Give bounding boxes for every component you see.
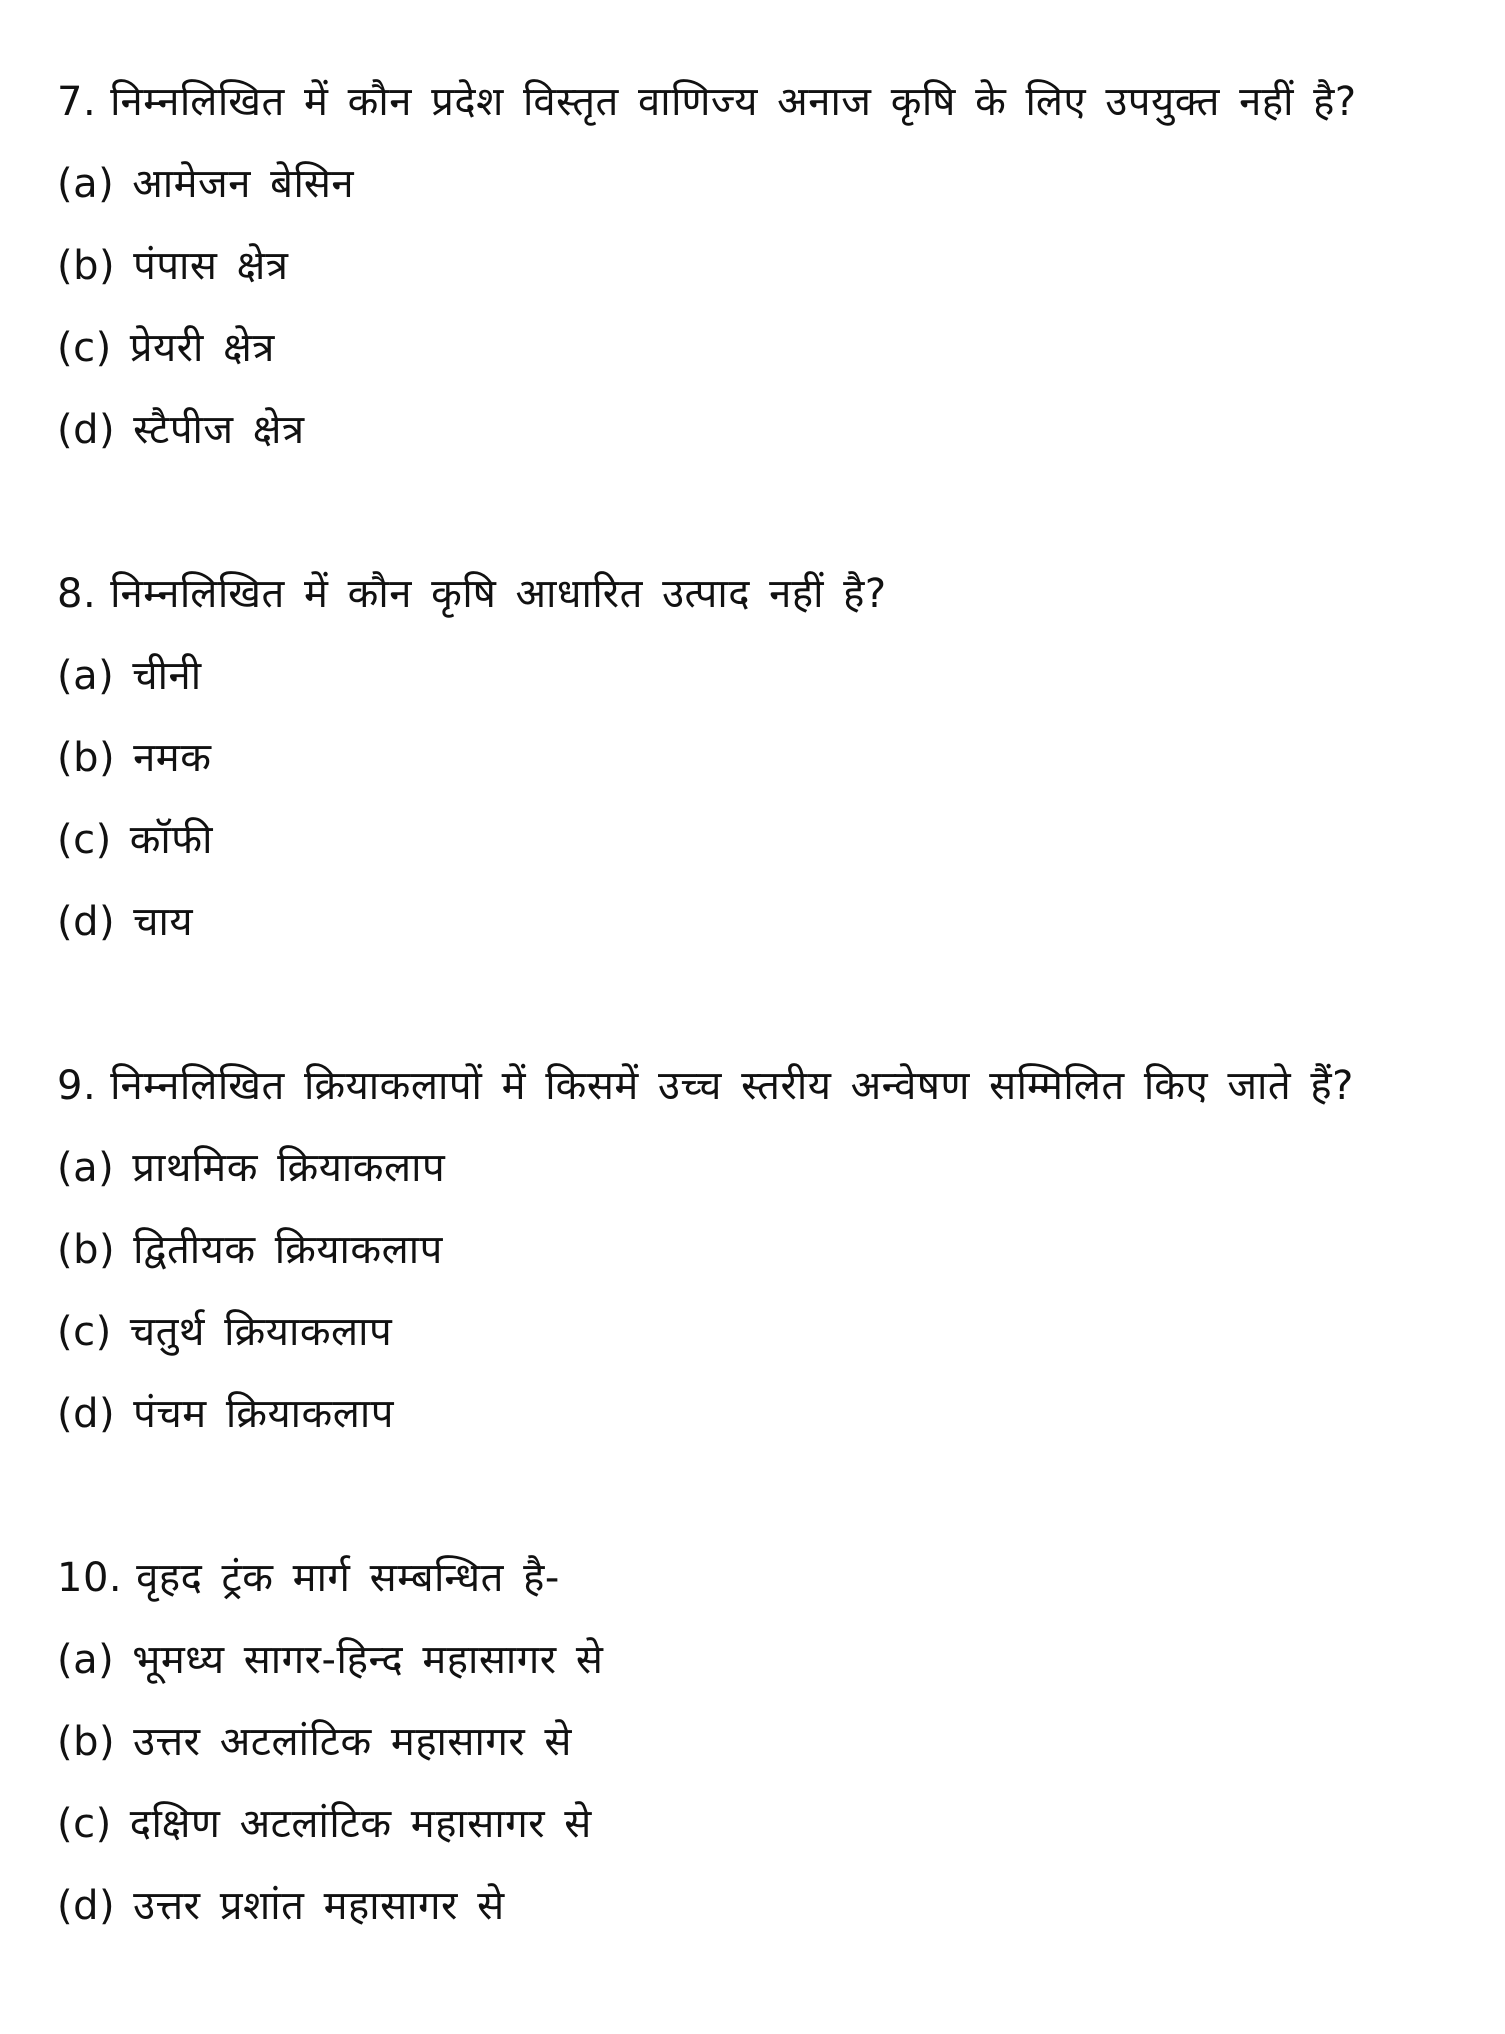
option-label: (d) <box>57 407 116 453</box>
option-text: चाय <box>133 899 194 945</box>
option-text: भूमध्य सागर-हिन्द महासागर से <box>132 1637 604 1683</box>
question-stem <box>57 1045 1477 1127</box>
question-7 <box>57 61 1477 471</box>
question-text: निम्नलिखित में कौन प्रदेश विस्तृत वाणिज्य अनाज कृषि के लिए उपयुक्त नहीं है? <box>110 79 1357 125</box>
option-c <box>57 307 1477 389</box>
option-label: (c) <box>57 325 112 371</box>
option-text: कॉफी <box>129 817 213 863</box>
question-stem <box>57 553 1477 635</box>
option-label: (a) <box>57 653 115 699</box>
question-10 <box>57 1537 1477 1947</box>
option-label: (b) <box>57 735 116 781</box>
option-text: उत्तर अटलांटिक महासागर से <box>133 1719 572 1765</box>
question-stem <box>57 61 1477 143</box>
question-page <box>57 61 1477 2029</box>
question-stem <box>57 1537 1477 1619</box>
option-text: प्रेयरी क्षेत्र <box>129 325 275 371</box>
option-text: पंपास क्षेत्र <box>133 243 289 289</box>
option-label: (d) <box>57 1391 116 1437</box>
option-label: (b) <box>57 1227 116 1273</box>
option-c <box>57 799 1477 881</box>
option-text: चतुर्थ क्रियाकलाप <box>129 1309 393 1355</box>
option-a <box>57 1127 1477 1209</box>
option-d <box>57 389 1477 471</box>
option-text: पंचम क्रियाकलाप <box>133 1391 394 1437</box>
question-number: 10. <box>57 1555 123 1601</box>
option-text: चीनी <box>132 653 202 699</box>
option-text: द्वितीयक क्रियाकलाप <box>133 1227 443 1273</box>
option-b <box>57 1209 1477 1291</box>
option-label: (d) <box>57 1883 116 1929</box>
option-label: (a) <box>57 161 115 207</box>
option-label: (a) <box>57 1145 115 1191</box>
option-text: उत्तर प्रशांत महासागर से <box>133 1883 505 1929</box>
option-c <box>57 1291 1477 1373</box>
option-b <box>57 1701 1477 1783</box>
option-label: (b) <box>57 1719 116 1765</box>
option-b <box>57 717 1477 799</box>
option-label: (a) <box>57 1637 115 1683</box>
question-number: 9. <box>57 1063 97 1109</box>
question-8 <box>57 553 1477 963</box>
option-a <box>57 143 1477 225</box>
option-label: (c) <box>57 1309 112 1355</box>
option-a <box>57 1619 1477 1701</box>
option-d <box>57 881 1477 963</box>
question-text: निम्नलिखित क्रियाकलापों में किसमें उच्च स्तरीय अन्वेषण सम्मिलित किए जाते हैं? <box>110 1063 1354 1109</box>
option-text: दक्षिण अटलांटिक महासागर से <box>129 1801 592 1847</box>
option-a <box>57 635 1477 717</box>
question-9 <box>57 1045 1477 1455</box>
option-d <box>57 1865 1477 1947</box>
option-text: आमेजन बेसिन <box>132 161 355 207</box>
option-text: नमक <box>133 735 212 781</box>
option-label: (d) <box>57 899 116 945</box>
option-c <box>57 1783 1477 1865</box>
option-text: स्टैपीज क्षेत्र <box>133 407 305 453</box>
option-label: (b) <box>57 243 116 289</box>
question-text: निम्नलिखित में कौन कृषि आधारित उत्पाद नहीं है? <box>110 571 887 617</box>
question-number: 7. <box>57 79 97 125</box>
option-b <box>57 225 1477 307</box>
question-number: 8. <box>57 571 97 617</box>
option-label: (c) <box>57 1801 112 1847</box>
question-text: वृहद ट्रंक मार्ग सम्बन्धित है- <box>136 1555 560 1601</box>
option-d <box>57 1373 1477 1455</box>
option-text: प्राथमिक क्रियाकलाप <box>132 1145 446 1191</box>
option-label: (c) <box>57 817 112 863</box>
